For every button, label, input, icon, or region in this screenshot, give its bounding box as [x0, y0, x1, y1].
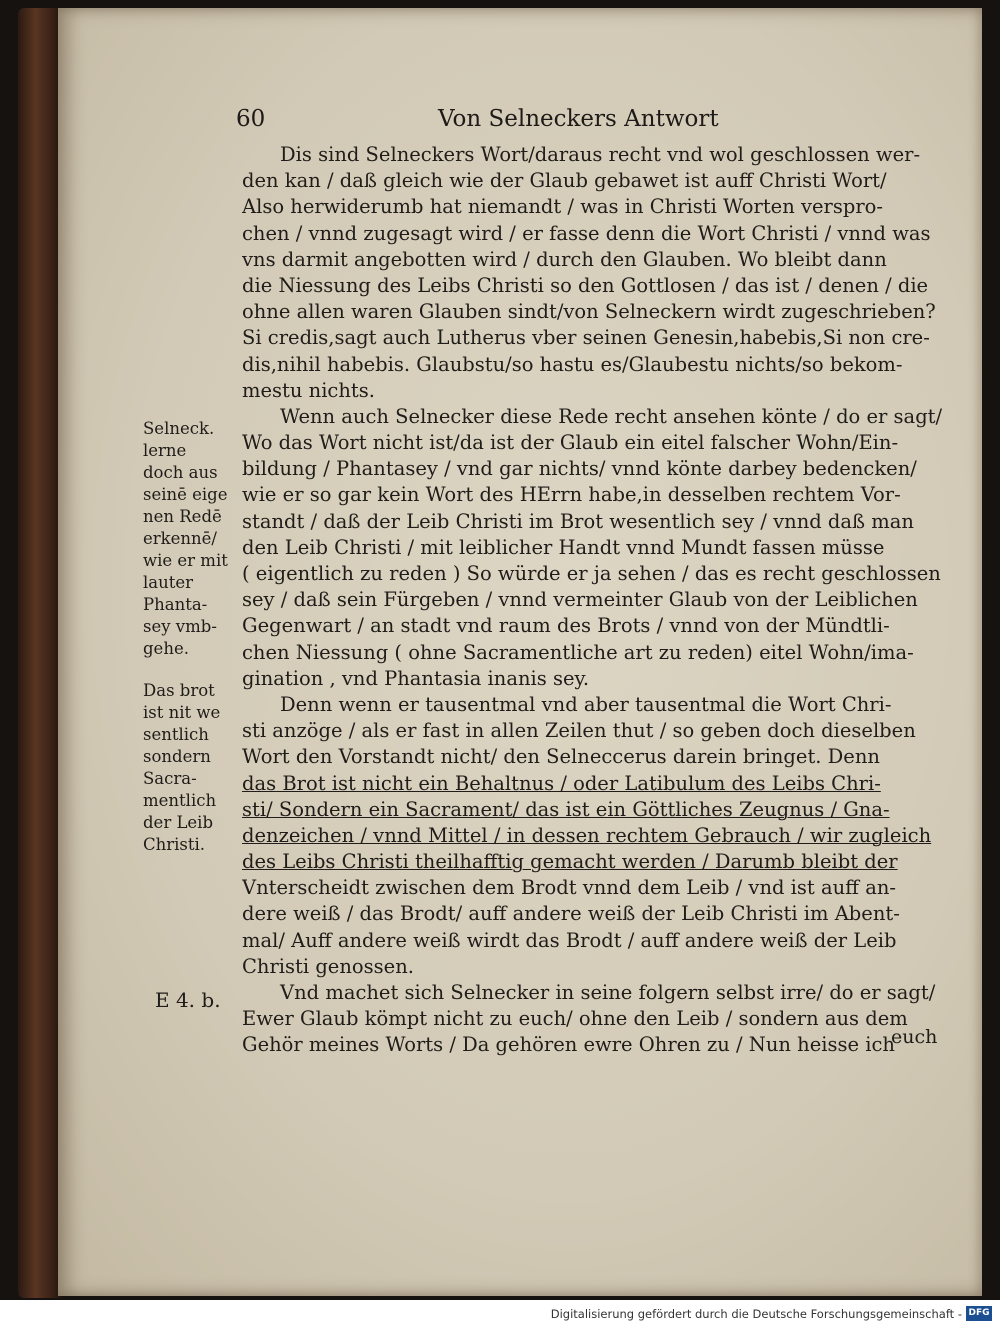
text-line: Wort den Vorstandt nicht/ den Selneccerus darein bringet. Denn: [242, 745, 880, 769]
text-line: ohne allen waren Glauben sindt/von Selneckern wirdt zugeschrieben?: [242, 300, 936, 324]
book-binding: [18, 8, 62, 1298]
text-line: chen Niessung ( ohne Sacramentliche art zu reden) eitel Wohn/ima-: [242, 640, 914, 664]
page-number: 60: [236, 106, 266, 132]
running-head: Von Selneckers Antwort: [438, 106, 719, 132]
footer-bar: [0, 1300, 1000, 1327]
text-line: dis,nihil habebis. Glaubstu/so hastu es/Glaubestu nichts/so bekom-: [242, 352, 903, 376]
dfg-logo: DFG: [966, 1306, 992, 1321]
text-line: sti anzöge / als er fast in allen Zeilen thut / so geben doch dieselben: [242, 719, 916, 743]
margin-note-line: Sacra-: [143, 769, 197, 788]
text-line: Wenn auch Selnecker diese Rede recht ansehen könte / do er sagt/: [280, 404, 942, 428]
text-line: sey / daß sein Fürgeben / vnnd vermeinter Glaub von der Leiblichen: [242, 588, 918, 612]
margin-note-line: lauter: [143, 573, 194, 592]
text-line: den Leib Christi / mit leiblicher Handt vnnd Mundt fassen müsse: [242, 535, 885, 559]
text-line: Christi genossen.: [242, 954, 414, 978]
margin-note-line: Christi.: [143, 835, 206, 854]
text-line: Denn wenn er tausentmal vnd aber tausentmal die Wort Chri-: [280, 692, 892, 716]
text-line: bildung / Phantasey / vnd gar nichts/ vnnd könte darbey bedencken/: [242, 457, 917, 481]
text-line: die Niessung des Leibs Christi so den Gottlosen / das ist / denen / die: [242, 273, 929, 297]
margin-note-line: erkennē/: [143, 529, 217, 548]
margin-note-line: ist nit we: [143, 703, 221, 722]
margin-note-line: Phanta-: [143, 595, 208, 614]
text-line: Vnd machet sich Selnecker in seine folgern selbst irre/ do er sagt/: [280, 981, 936, 1004]
text-line: Dis sind Selneckers Wort/daraus recht vnd wol geschlossen wer-: [280, 143, 921, 166]
catchword: euch: [891, 1026, 938, 1048]
margin-note-line: Selneck.: [143, 419, 215, 438]
text-line: denzeichen / vnnd Mittel / in dessen rechtem Gebrauch / wir zugleich: [242, 823, 932, 847]
margin-note-line: seinē eige: [143, 485, 228, 504]
funding-credit: Digitalisierung gefördert durch die Deutsche Forschungsgemeinschaft -: [550, 1307, 962, 1321]
margin-note-line: sey vmb-: [143, 617, 217, 636]
text-line: Wo das Wort nicht ist/da ist der Glaub ein eitel falscher Wohn/Ein-: [242, 431, 899, 455]
margin-note-line: Das brot: [143, 681, 215, 700]
text-line: Si credis,sagt auch Lutherus vber seinen Genesin,habebis,Si non cre-: [242, 326, 930, 350]
page-header: [236, 106, 916, 134]
text-line: Gehör meines Worts / Da gehören ewre Ohren zu / Nun heisse ich: [242, 1033, 895, 1057]
text-line: dere weiß / das Brodt/ auff andere weiß der Leib Christi im Abent-: [242, 902, 900, 926]
text-line: vns darmit angebotten wird / durch den Glauben. Wo bleibt dann: [242, 247, 887, 271]
text-line: standt / daß der Leib Christi im Brot wesentlich sey / vnnd daß man: [242, 509, 914, 533]
margin-note-line: gehe.: [143, 639, 189, 658]
margin-note-line: nen Redē: [143, 507, 222, 526]
text-line: Vnterscheidt zwischen dem Brodt vnnd dem Leib / vnd ist auff an-: [242, 876, 896, 900]
text-line: ( eigentlich zu reden ) So würde er ja sehen / das es recht geschlossen: [242, 562, 941, 585]
margin-note-selnecker: [143, 418, 243, 660]
text-line: Ewer Glaub kömpt nicht zu euch/ ohne den Leib / sondern aus dem: [242, 1007, 908, 1031]
margin-note-line: sondern: [143, 747, 211, 766]
margin-note-line: sentlich: [143, 725, 209, 744]
margin-note-brot: [143, 680, 243, 856]
text-line: Gegenwart / an stadt vnd raum des Brots / vnnd von der Mündtli-: [242, 614, 890, 638]
text-line: mal/ Auff andere weiß wirdt das Brodt / auff andere weiß der Leib: [242, 928, 897, 952]
margin-note-line: mentlich: [143, 791, 217, 810]
text-line: des Leibs Christi theilhafftig gemacht werden / Darumb bleibt der: [242, 850, 898, 874]
text-line: mestu nichts.: [242, 378, 375, 402]
text-line: sti/ Sondern ein Sacrament/ das ist ein Göttliches Zeugnus / Gna-: [242, 797, 890, 821]
body-text: [242, 142, 942, 1059]
text-line: den kan / daß gleich wie der Glaub gebawet ist auff Christi Wort/: [242, 169, 887, 193]
signature-mark: E 4. b.: [155, 988, 221, 1012]
text-line: Also herwiderumb hat niemandt / was in Christi Worten verspro-: [242, 195, 883, 219]
margin-note-line: lerne: [143, 441, 187, 460]
margin-note-line: der Leib: [143, 813, 214, 832]
text-line: chen / vnnd zugesagt wird / er fasse denn die Wort Christi / vnnd was: [242, 221, 931, 245]
margin-note-line: doch aus: [143, 463, 218, 482]
text-line: wie er so gar kein Wort des HErrn habe,in desselben rechtem Vor-: [242, 483, 901, 507]
margin-note-line: wie er mit: [143, 551, 228, 570]
text-line: das Brot ist nicht ein Behaltnus / oder Latibulum des Leibs Chri-: [242, 771, 881, 795]
text-line: gination , vnd Phantasia inanis sey.: [242, 666, 590, 690]
